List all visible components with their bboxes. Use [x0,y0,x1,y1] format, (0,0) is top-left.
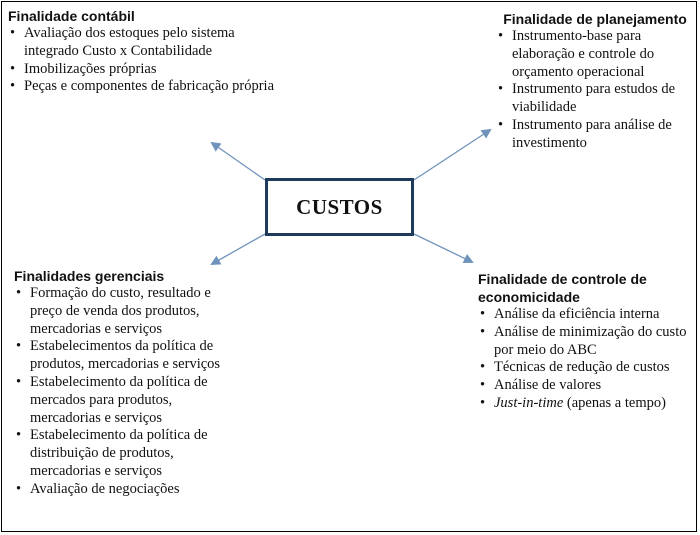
block-accounting-list [8,25,276,96]
arrow-top-right [414,130,490,180]
list-item: • Estabelecimento da política de mercados para produtos, mercadorias e serviços [14,374,242,427]
block-planning [496,10,694,153]
list-item: • Avaliação dos estoques pelo sistema integrado Custo x Contabilidade [8,25,276,61]
list-item: • Análise da eficiência interna [478,306,692,324]
list-item: • Formação do custo, resultado e preço de venda dos produtos, mercadorias e serviços [14,285,242,338]
arrow-top-left [212,143,265,180]
list-item: • Instrumento para estudos de viabilidade [496,81,694,117]
block-accounting-title: Finalidade contábil [8,8,135,24]
center-label: CUSTOS [296,194,383,219]
list-item: • Instrumento-base para elaboração e controle do orçamento operacional [496,28,694,81]
list-item: • Técnicas de redução de custos [478,359,692,377]
list-item: • Imobilizações próprias [8,61,276,79]
block-management-title: Finalidades gerenciais [14,268,165,284]
arrow-bottom-right [414,234,472,262]
jit-rest: (apenas a tempo) [563,394,666,411]
center-box [265,178,414,236]
list-item: • Avaliação de negociações [14,481,242,499]
block-economy-control [478,270,692,413]
list-item [478,395,692,413]
list-item: • Estabelecimento da política de distribuição de produtos, mercadorias e serviços [14,427,242,480]
block-management [14,267,242,499]
block-economy-list [478,306,692,413]
block-management-list [14,285,242,499]
list-item: • Estabelecimentos da política de produtos, mercadorias e serviços [14,338,242,374]
block-economy-title-line1: Finalidade de controle de [478,271,647,287]
jit-italic: Just-in-time [494,394,564,411]
list-item: • Análise de minimização do custo por meio do ABC [478,324,692,360]
block-economy-title-line2: economicidade [478,289,580,305]
list-item: • Instrumento para análise de investimento [496,117,694,153]
block-planning-list [496,28,694,153]
block-planning-title: Finalidade de planejamento [503,11,687,27]
arrow-bottom-left [212,234,265,264]
list-item: • Peças e componentes de fabricação própria [8,78,276,96]
list-item: • Análise de valores [478,377,692,395]
block-accounting [8,7,276,96]
